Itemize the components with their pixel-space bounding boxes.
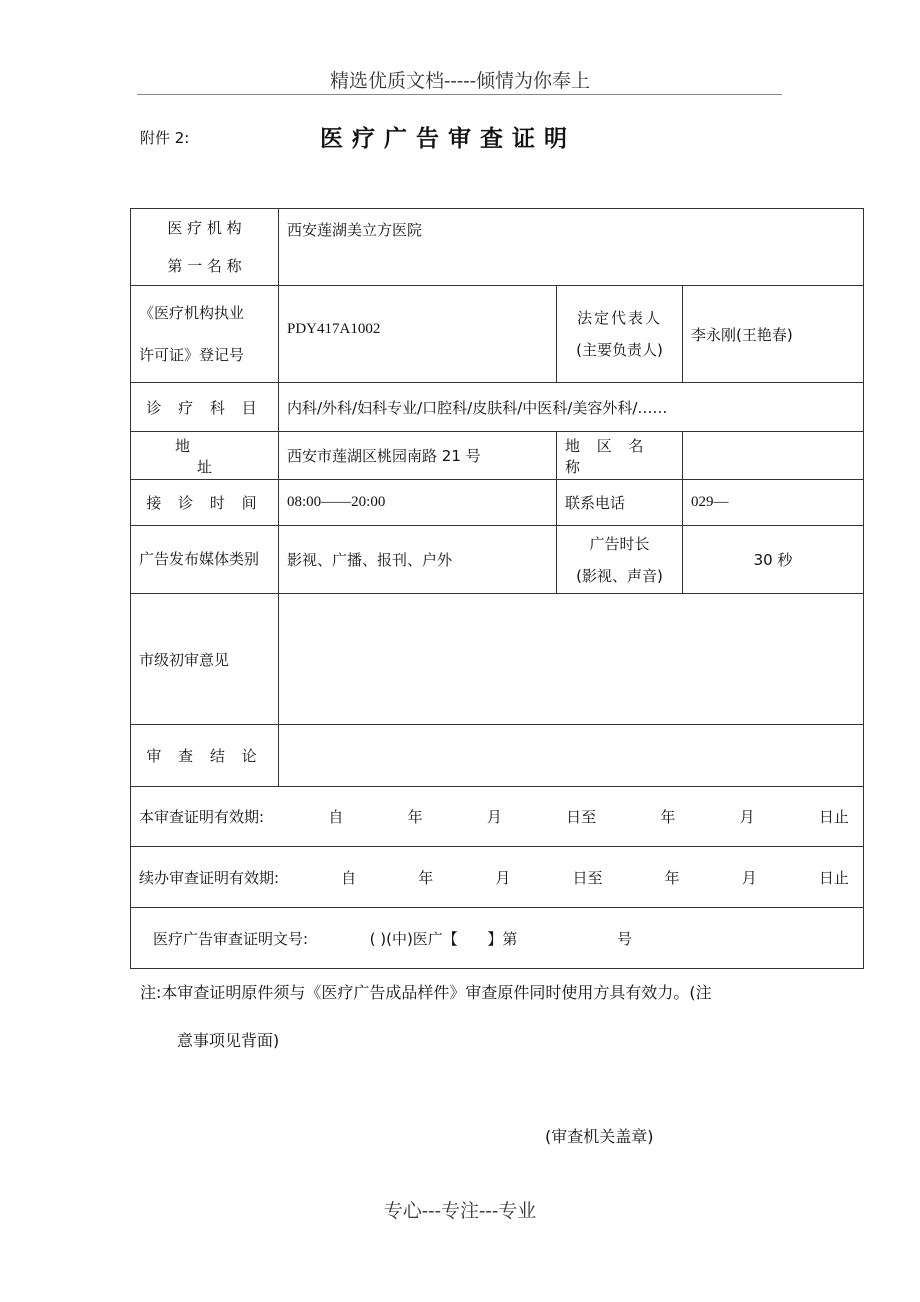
page-header: 精选优质文档-----倾情为你奉上 (329, 70, 591, 92)
validity-month-start: 月 (486, 808, 502, 826)
address-label-text: 地 址 (174, 436, 256, 476)
attachment-label: 附件 2: (140, 129, 190, 147)
media-value: 影视、广播、报刊、户外 (287, 551, 453, 569)
validity-day-end: 日止 (818, 808, 849, 826)
phone-label: 联系电话 (557, 480, 683, 526)
validity-month-end: 月 (739, 808, 755, 826)
renewal-label: 续办审查证明有效期: (139, 868, 280, 887)
address-value: 西安市莲湖区桃园南路 21 号 (287, 447, 481, 465)
institution-name-value: 西安莲湖美立方医院 (287, 221, 423, 239)
renewal-day-to: 日至 (572, 868, 603, 887)
address-label (131, 432, 279, 480)
license-label (131, 286, 279, 383)
city-review-label: 市级初审意见 (131, 594, 279, 725)
document-number-label: 医疗广告审查证明文号: (153, 929, 309, 948)
legal-rep-label-line1: 法定代表人 (576, 309, 662, 327)
license-number-field (279, 286, 557, 383)
phone-field (683, 480, 864, 526)
note-line-1: 注:本审查证明原件须与《医疗广告成品样件》审查原件同时使用方具有效力。(注 (140, 983, 712, 1002)
document-number-row (131, 908, 864, 969)
renewal-day-end: 日止 (818, 868, 849, 887)
review-certificate-form (130, 208, 864, 969)
validity-day-to: 日至 (566, 808, 597, 826)
renewal-year-end: 年 (664, 868, 680, 887)
renewal-month-end: 月 (741, 868, 757, 887)
media-label: 广告发布媒体类别 (131, 526, 279, 594)
duration-label-line2: (影视、声音) (576, 566, 663, 585)
renewal-from: 自 (341, 868, 357, 887)
license-label-line2: 许可证》登记号 (139, 346, 245, 364)
legal-rep-field (683, 286, 864, 383)
legal-rep-label (557, 286, 683, 383)
duration-label (557, 526, 683, 594)
media-field (279, 526, 557, 594)
renewal-month-start: 月 (495, 868, 511, 887)
departments-value: 内科/外科/妇科专业/口腔科/皮肤科/中医科/美容外科/…… (287, 398, 668, 417)
hours-field (279, 480, 557, 526)
departments-field (279, 383, 864, 432)
region-field (683, 432, 864, 480)
address-field (279, 432, 557, 480)
license-label-line1: 《医疗机构执业 (139, 304, 245, 322)
departments-label: 诊 疗 科 目 (131, 383, 279, 432)
document-title: 医疗广告审查证明 (320, 126, 576, 152)
institution-label-line1: 医 疗 机 构 (167, 219, 242, 237)
page-footer: 专心---专注---专业 (383, 1200, 537, 1222)
hours-value: 08:00——20:00 (287, 494, 386, 510)
document-number-prefix: ( )(中)医广【 (369, 929, 458, 948)
license-number-value: PDY417A1002 (287, 320, 381, 337)
institution-name-label (131, 209, 279, 286)
phone-value: 029— (691, 494, 729, 510)
validity-from: 自 (328, 808, 344, 826)
renewal-year-start: 年 (418, 868, 434, 887)
conclusion-label: 审 查 结 论 (131, 725, 279, 787)
institution-name-field (279, 209, 864, 286)
document-number-suffix: 号 (616, 929, 632, 948)
legal-rep-value: 李永刚(王艳春) (691, 325, 793, 344)
conclusion-field (279, 725, 864, 787)
renewal-row (131, 847, 864, 908)
institution-label-line2: 第 一 名 称 (167, 257, 242, 275)
note-line-2: 意事项见背面) (177, 1031, 280, 1050)
validity-year-start: 年 (407, 808, 423, 826)
validity-label: 本审查证明有效期: (139, 808, 265, 826)
duration-field (683, 526, 864, 594)
validity-row (131, 787, 864, 847)
validity-year-end: 年 (660, 808, 676, 826)
city-review-field (279, 594, 864, 725)
hours-label: 接 诊 时 间 (131, 480, 279, 526)
legal-rep-label-line2: (主要负责人) (576, 341, 663, 359)
duration-value: 30 秒 (753, 551, 793, 569)
seal-label: (审查机关盖章) (545, 1127, 654, 1146)
header-divider (137, 94, 782, 95)
region-label: 地 区 名 称 (557, 432, 683, 480)
duration-label-line1: 广告时长 (589, 534, 650, 553)
document-number-middle: 】第 (487, 929, 518, 948)
